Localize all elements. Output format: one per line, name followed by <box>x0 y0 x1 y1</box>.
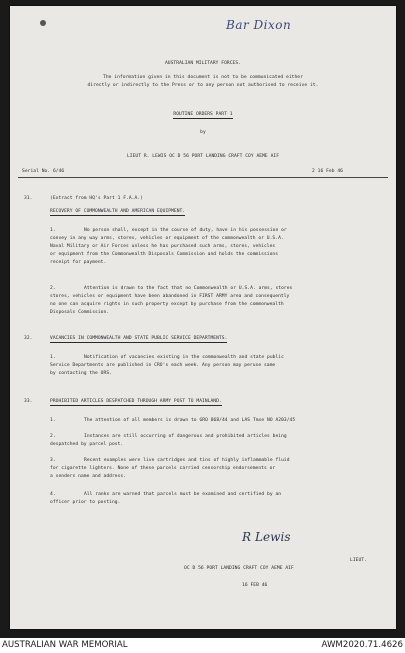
section-heading-text: RECOVERY OF COMMONWEALTH AND AMERICAN EQUIPMENT. <box>50 209 186 214</box>
signature-unit: OC D 56 PORT LANDING CRAFT COY AEME AIF <box>184 566 294 571</box>
paragraph-line: receipt for payment. <box>50 260 107 265</box>
paragraph-line: All ranks are warned that parcels must be examined and certified by an <box>84 492 282 497</box>
item-number: 4. <box>50 492 56 497</box>
handwritten-annotation: Bar Dixon <box>226 18 292 32</box>
section-number: 31. <box>24 196 33 201</box>
order-title <box>10 112 396 118</box>
section-heading-text: PROHIBITED ARTICLES DESPATCHED THROUGH ARMY POST TO MAINLAND. <box>50 399 222 404</box>
paragraph-line: Disposals Commission. <box>50 310 110 315</box>
paragraph-line: Notification of vacancies existing in the commonwealth and state public <box>84 355 284 360</box>
paragraph-line: Naval Military or Air Forces unless he has purchased such arms, stores, vehicles <box>50 244 276 249</box>
accession-number: AWM2020.71.4626 <box>321 640 403 650</box>
section-number: 32. <box>24 336 33 341</box>
paragraph-line: by contacting the ORS. <box>50 371 112 376</box>
paragraph-line: No person shall, except in the course of duty, have in his possession or <box>84 228 287 233</box>
issuer-line: LIEUT R. LEWIS OC D 56 PORT LANDING CRAFT COY AEME AIF <box>126 154 280 159</box>
paragraph-line: Service Departments are published in CRO's each week. Any person may peruse same <box>50 363 276 368</box>
paragraph-line: officer prior to posting. <box>50 500 121 505</box>
header-rule <box>18 177 388 178</box>
security-notice-line-1: The information given in this document is not to be communicated either <box>103 75 303 80</box>
paragraph-line: convey in any way arms, stores, vehicles or equipment of the commonwealth or U.S.A. <box>50 236 284 241</box>
section-extract-note: (Extract from HQ's Part 1 F.A.A.) <box>50 196 143 201</box>
section-heading <box>50 209 185 215</box>
item-number: 1. <box>50 418 56 423</box>
paragraph-line: Instances are still occurring of dangerous and prohibited articles being <box>84 434 287 439</box>
document-page <box>10 6 396 629</box>
paragraph-line: Attention is drawn to the fact that no Commonwealth or U.S.A. arms, stores <box>84 286 293 291</box>
paragraph-line: or equipment from the Commonwealth Disposals Commission and holds the commissions <box>50 252 279 257</box>
item-number: 1. <box>50 228 56 233</box>
paragraph-line: Recent examples were live cartridges and tins of highly inflammable fluid <box>84 458 290 463</box>
item-number: 1. <box>50 355 56 360</box>
document-title: AUSTRALIAN MILITARY FORCES. <box>164 61 242 66</box>
by-line: by <box>200 130 206 135</box>
section-heading <box>50 399 222 405</box>
item-number: 2. <box>50 286 56 291</box>
punch-hole <box>40 20 46 26</box>
paragraph-line: stores, vehicles or equipment have been abandoned in FIRST ARMY area and consequently <box>50 294 290 299</box>
signature-date: 16 FEB 46 <box>242 583 268 588</box>
archive-name: AUSTRALIAN WAR MEMORIAL <box>2 640 128 650</box>
item-number: 2. <box>50 434 56 439</box>
paragraph-line: for cigarette lighters. None of these parcels carried censorship endorsements or <box>50 466 276 471</box>
order-date: 2 16 Feb 46 <box>312 169 343 174</box>
signature: R Lewis <box>242 530 291 544</box>
order-title-text: ROUTINE ORDERS PART 1 <box>173 112 233 117</box>
serial-number: Serial No. 6/46 <box>22 169 65 174</box>
signature-rank: LIEUT. <box>350 558 367 563</box>
paragraph-line: no one can acquire rights in such property except by purchase from the commonwealth <box>50 302 284 307</box>
section-heading-text: VACANCIES IN COMMONWEALTH AND STATE PUBLIC SERVICE DEPARTMENTS. <box>50 336 228 341</box>
security-notice-line-2: directly or indirectly to the Press or to any person not authorised to receive it. <box>87 83 319 88</box>
item-number: 3. <box>50 458 56 463</box>
section-number: 33. <box>24 399 33 404</box>
paragraph-line: despatched by parcel post. <box>50 442 124 447</box>
paragraph-line: a senders name and address. <box>50 474 127 479</box>
archive-footer <box>0 638 405 653</box>
section-heading <box>50 336 227 342</box>
paragraph-line: The attention of all members is drawn to GRO 868/44 and LAS Tmse NO A203/45 <box>84 418 296 423</box>
